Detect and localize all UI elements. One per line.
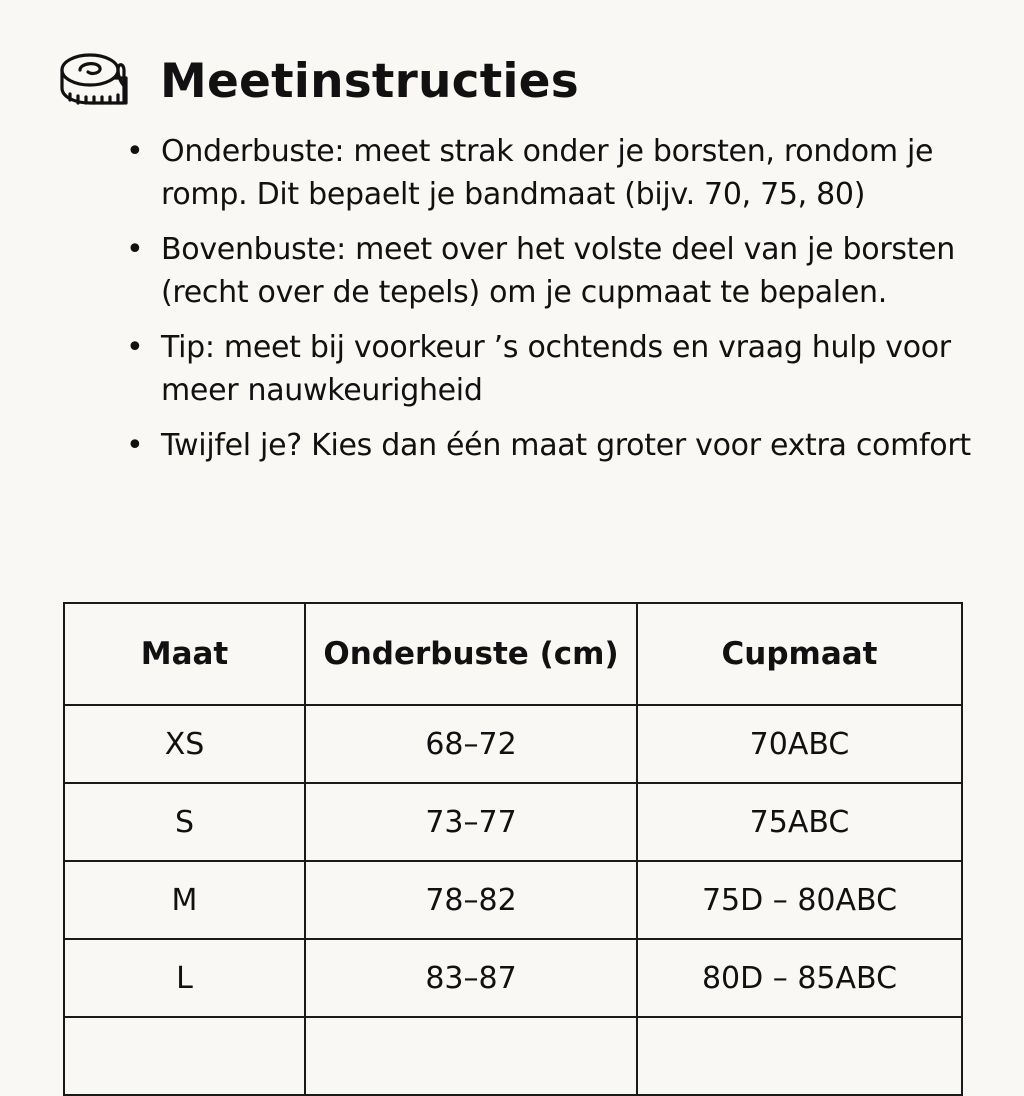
table-cell bbox=[637, 1017, 962, 1095]
table-cell: 68–72 bbox=[305, 705, 637, 783]
column-header-maat: Maat bbox=[64, 603, 305, 705]
table-row bbox=[64, 861, 962, 939]
table-row bbox=[64, 783, 962, 861]
bullet: • bbox=[126, 134, 144, 169]
page-title: Meetinstructies bbox=[160, 53, 579, 109]
instruction-text: Bovenbuste: meet over het volste deel van je borsten (recht over de tepels) om je cupmaat te bepalen. bbox=[161, 232, 956, 310]
page-header bbox=[58, 48, 579, 114]
table-cell: L bbox=[64, 939, 305, 1017]
list-item bbox=[126, 424, 986, 467]
table-row bbox=[64, 1017, 962, 1095]
instruction-text: Tip: meet bij voorkeur ’s ochtends en vraag hulp voor meer nauwkeurigheid bbox=[161, 330, 951, 408]
table-cell: 78–82 bbox=[305, 861, 637, 939]
list-item bbox=[126, 130, 986, 216]
table-cell: 80D – 85ABC bbox=[637, 939, 962, 1017]
table-row bbox=[64, 705, 962, 783]
table-cell: 73–77 bbox=[305, 783, 637, 861]
table-cell: M bbox=[64, 861, 305, 939]
table-cell: 75D – 80ABC bbox=[637, 861, 962, 939]
list-item bbox=[126, 228, 986, 314]
list-item bbox=[126, 326, 986, 412]
table-cell bbox=[305, 1017, 637, 1095]
column-header-onderbuste: Onderbuste (cm) bbox=[305, 603, 637, 705]
table-cell: XS bbox=[64, 705, 305, 783]
table-cell: 83–87 bbox=[305, 939, 637, 1017]
table-row bbox=[64, 939, 962, 1017]
table-header-row bbox=[64, 603, 962, 705]
size-table bbox=[63, 602, 963, 1096]
table-cell: 75ABC bbox=[637, 783, 962, 861]
bullet: • bbox=[126, 428, 144, 463]
instruction-list bbox=[126, 130, 986, 479]
table-cell bbox=[64, 1017, 305, 1095]
instruction-text: Onderbuste: meet strak onder je borsten, rondom je romp. Dit bepaelt je bandmaat (bijv. 70, 75, 80) bbox=[161, 134, 934, 212]
bullet: • bbox=[126, 232, 144, 267]
bullet: • bbox=[126, 330, 144, 365]
measuring-tape-icon bbox=[58, 48, 130, 114]
column-header-cupmaat: Cupmaat bbox=[637, 603, 962, 705]
instruction-text: Twijfel je? Kies dan één maat groter voor extra comfort bbox=[161, 428, 971, 463]
table-cell: 70ABC bbox=[637, 705, 962, 783]
table-cell: S bbox=[64, 783, 305, 861]
